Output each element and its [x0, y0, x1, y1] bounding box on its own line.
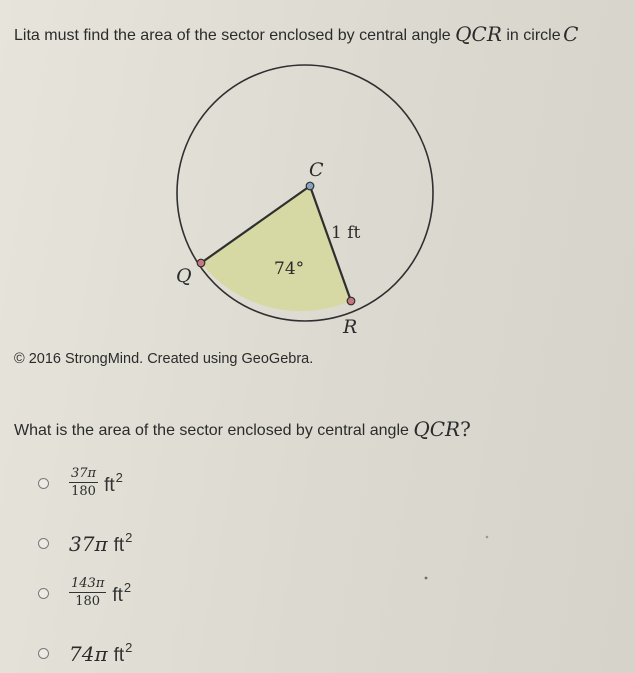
unit-text: ft — [112, 584, 123, 606]
label-q: Q — [176, 265, 192, 287]
unit-exponent: 2 — [123, 579, 132, 595]
prompt-question-mark: ? — [460, 417, 471, 441]
speck-mark — [425, 577, 428, 580]
unit-text: ft — [113, 535, 125, 556]
question-cutoff-letter: C — [563, 22, 579, 46]
label-radius: 1 ft — [331, 223, 361, 243]
label-angle: 74° — [274, 259, 305, 279]
unit-text: ft — [113, 645, 125, 666]
speck-mark — [486, 536, 489, 539]
question-text-after: in circle — [506, 27, 561, 44]
option-coefficient: 74π — [69, 641, 108, 666]
question-text-before: Lita must find the area of the sector enclosed by central angle — [14, 27, 451, 44]
prompt-angle-name: QCR — [413, 417, 461, 441]
option-coefficient: 37π — [69, 531, 108, 556]
copyright-credit: © 2016 StrongMind. Created using GeoGebra. — [14, 351, 314, 367]
fraction-numerator: 143π — [71, 576, 105, 591]
fraction-numerator: 37π — [71, 466, 97, 481]
fraction-denominator: 180 — [75, 594, 101, 609]
unit-exponent: 2 — [125, 530, 133, 545]
question-angle-name: QCR — [455, 22, 502, 46]
unit-exponent: 2 — [125, 640, 133, 655]
unit-text: ft — [104, 474, 115, 496]
unit-exponent: 2 — [115, 469, 123, 485]
prompt-text-main: What is the area of the sector enclosed by central angle — [14, 422, 409, 439]
label-c: C — [309, 159, 324, 181]
fraction-denominator: 180 — [71, 484, 96, 499]
label-r: R — [343, 316, 358, 338]
